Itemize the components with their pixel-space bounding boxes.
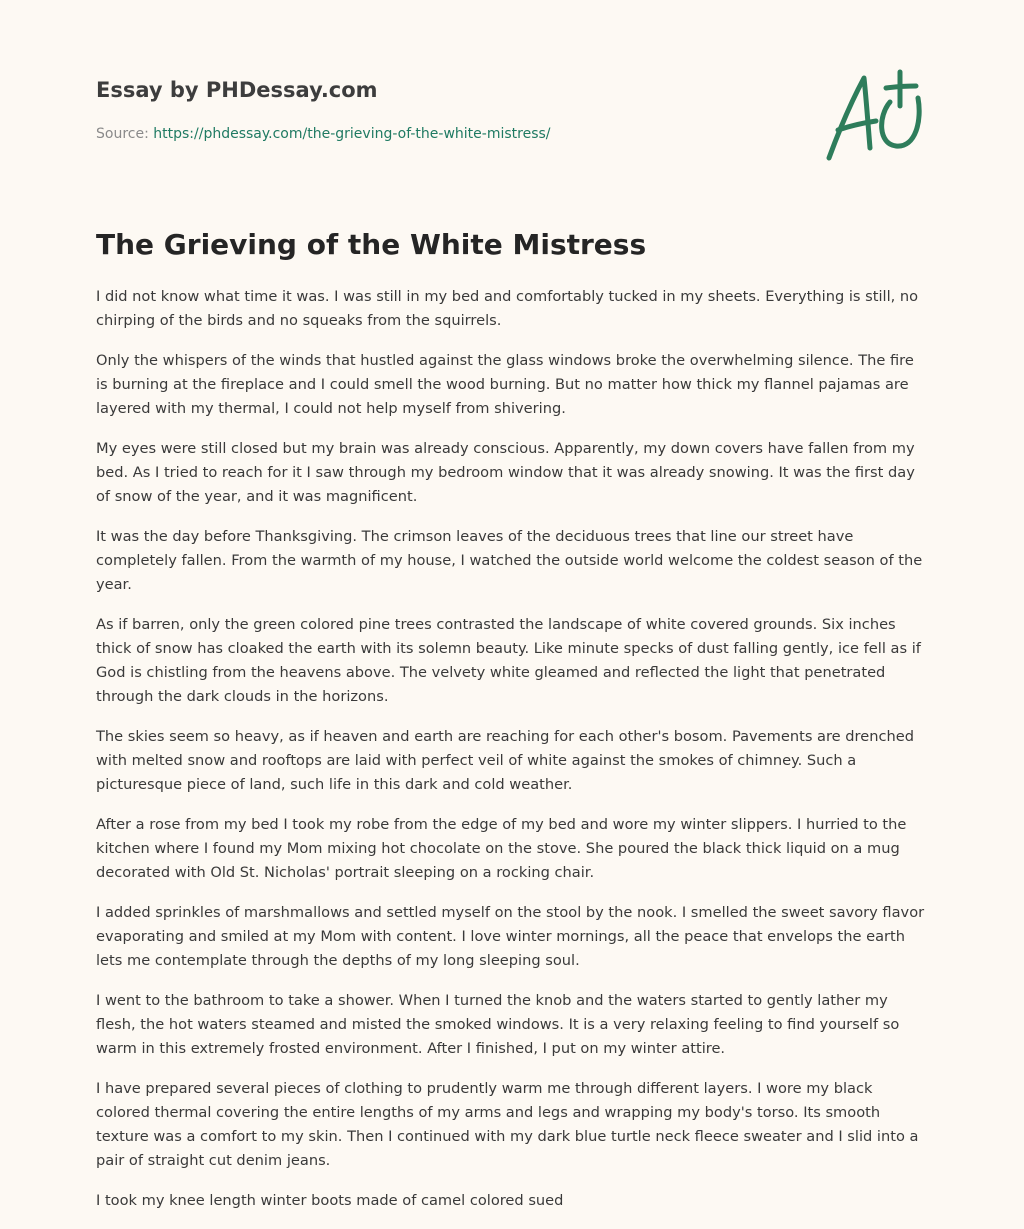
essay-paragraph: I have prepared several pieces of clothing to prudently warm me through different layers. I wore my black colored thermal covering the entire lengths of my arms and legs and wrapping my body's torso. Its smooth texture was a comfort to my skin. Then I continued with my dark blue turtle neck fleece sweater and I slid into a pair of straight cut denim jeans. bbox=[96, 1080, 919, 1169]
source-label: Source: bbox=[96, 126, 154, 142]
page-header bbox=[96, 76, 796, 144]
essay-content bbox=[96, 285, 926, 1229]
essay-paragraph: As if barren, only the green colored pine trees contrasted the landscape of white covered grounds. Six inches thick of snow has cloaked the earth with its solemn beauty. Like minute specks of dust falling gently, ice fell as if God is chistling from the heavens above. The velvety white gleamed and reflected the light that penetrated through the dark clouds in the horizons. bbox=[96, 616, 921, 705]
essay-paragraph: I took my knee length winter boots made of camel colored sued bbox=[96, 1192, 564, 1209]
a-plus-logo-svg bbox=[820, 66, 930, 166]
essay-paragraph: I added sprinkles of marshmallows and settled myself on the stool by the nook. I smelled the sweet savory flavor evaporating and smiled at my Mom with content. I love winter mornings, all the peace that envelops the earth lets me contemplate through the depths of my long sleeping soul. bbox=[96, 904, 925, 969]
essay-title: The Grieving of the White Mistress bbox=[96, 228, 647, 261]
essay-paragraph: My eyes were still closed but my brain was already conscious. Apparently, my down covers have fallen from my bed. As I tried to reach for it I saw through my bedroom window that it was already snowing. It was the first day of snow of the year, and it was magnificent. bbox=[96, 440, 915, 505]
essay-paragraph: Only the whispers of the winds that hustled against the glass windows broke the overwhelming silence. The fire is burning at the fireplace and I could smell the wood burning. But no matter how thick my flannel pajamas are layered with my thermal, I could not help myself from shivering. bbox=[96, 352, 914, 417]
source-line bbox=[96, 124, 796, 144]
a-plus-logo-icon bbox=[820, 66, 930, 166]
essay-paragraph: I went to the bathroom to take a shower. When I turned the knob and the waters started to gently lather my flesh, the hot waters steamed and misted the smoked windows. It is a very relaxing feeling to find yourself so warm in this extremely frosted environment. After I finished, I put on my winter attire. bbox=[96, 992, 900, 1057]
essay-paragraph: It was the day before Thanksgiving. The crimson leaves of the deciduous trees that line our street have completely fallen. From the warmth of my house, I watched the outside world welcome the coldest season of the year. bbox=[96, 528, 923, 593]
site-title: Essay by PHDessay.com bbox=[96, 78, 378, 102]
source-link[interactable]: https://phdessay.com/the-grieving-of-the-white-mistress/ bbox=[153, 126, 551, 142]
essay-paragraph: After a rose from my bed I took my robe from the edge of my bed and wore my winter slippers. I hurried to the kitchen where I found my Mom mixing hot chocolate on the stove. She poured the black thick liquid on a mug decorated with Old St. Nicholas' portrait sleeping on a rocking chair. bbox=[96, 816, 907, 881]
essay-paragraph: I did not know what time it was. I was still in my bed and comfortably tucked in my sheets. Everything is still, no chirping of the birds and no squeaks from the squirrels. bbox=[96, 288, 919, 329]
essay-paragraph: The skies seem so heavy, as if heaven and earth are reaching for each other's bosom. Pavements are drenched with melted snow and rooftops are laid with perfect veil of white against the smokes of chimney. Such a picturesque piece of land, such life in this dark and cold weather. bbox=[96, 728, 914, 793]
